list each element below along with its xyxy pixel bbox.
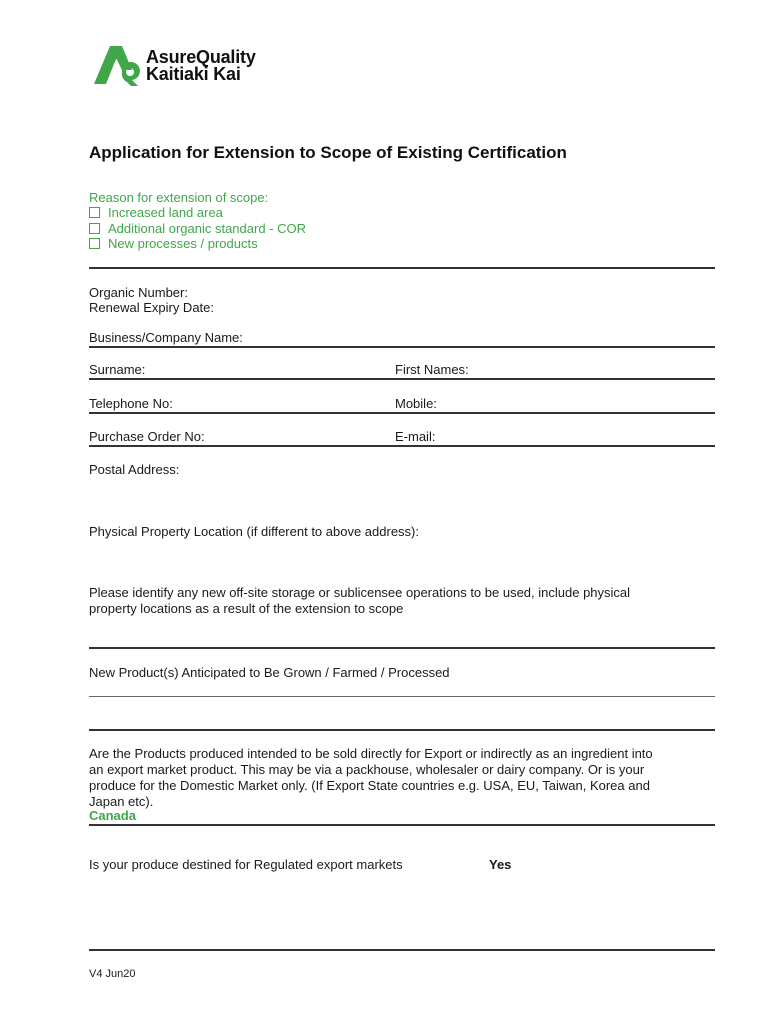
mobile-label: Mobile:: [395, 396, 437, 411]
option-label: Additional organic standard - COR: [108, 221, 306, 236]
version-label: V4 Jun20: [89, 968, 136, 980]
business-name-field[interactable]: [89, 346, 715, 348]
checkbox[interactable]: [89, 207, 100, 218]
telephone-label: Telephone No:: [89, 396, 173, 411]
divider: [89, 824, 715, 826]
email-label: E-mail:: [395, 429, 436, 444]
name-field-underline[interactable]: [89, 378, 715, 380]
reason-option-additional-standard[interactable]: [89, 221, 306, 236]
business-name-label: Business/Company Name:: [89, 330, 243, 345]
logo-line-1: AsureQuality: [146, 47, 256, 67]
phone-field-underline[interactable]: [89, 412, 715, 414]
logo-text: [146, 49, 256, 83]
divider: [89, 729, 715, 731]
export-answer[interactable]: Canada: [89, 808, 136, 823]
checkbox[interactable]: [89, 238, 100, 249]
renewal-expiry-label: Renewal Expiry Date:: [89, 300, 214, 315]
regulated-markets-answer[interactable]: Yes: [489, 857, 512, 872]
divider: [89, 267, 715, 269]
surname-label: Surname:: [89, 362, 146, 377]
export-question-line-4: Japan etc).: [89, 794, 154, 809]
new-products-label: New Product(s) Anticipated to Be Grown / Farmed / Processed: [89, 665, 450, 680]
page-title: Application for Extension to Scope of Existing Certification: [89, 143, 567, 162]
option-label: Increased land area: [108, 205, 223, 220]
postal-address-label: Postal Address:: [89, 462, 180, 477]
offsite-question-line-1: Please identify any new off-site storage or sublicensee operations to be used, include physical: [89, 585, 631, 600]
reason-option-increased-land[interactable]: [89, 205, 223, 220]
export-question-line-1: Are the Products produced intended to be sold directly for Export or indirectly as an ingredient into: [89, 746, 653, 761]
purchase-order-label: Purchase Order No:: [89, 429, 205, 444]
offsite-question-line-2: property locations as a result of the extension to scope: [89, 601, 404, 616]
organic-number-label: Organic Number:: [89, 285, 188, 300]
physical-location-label: Physical Property Location (if different to above address):: [89, 524, 419, 539]
checkbox[interactable]: [89, 223, 100, 234]
new-products-field[interactable]: [89, 696, 715, 697]
po-email-field-underline[interactable]: [89, 445, 715, 447]
reason-option-new-processes[interactable]: [89, 236, 258, 251]
first-names-label: First Names:: [395, 362, 469, 377]
asurequality-logo-mark-icon: [92, 44, 146, 86]
footer-divider: [89, 949, 715, 951]
export-question-line-3: produce for the Domestic Market only. (If Export State countries e.g. USA, EU, Taiwan, Korea and: [89, 778, 650, 793]
reason-heading: Reason for extension of scope:: [89, 190, 269, 205]
logo-line-2: Kaitiaki Kai: [146, 64, 241, 84]
offsite-answer-field[interactable]: [89, 647, 715, 649]
export-question-line-2: an export market product. This may be via a packhouse, wholesaler or dairy company. Or is your: [89, 762, 645, 777]
option-label: New processes / products: [108, 236, 258, 251]
regulated-markets-question: Is your produce destined for Regulated export markets: [89, 857, 403, 872]
